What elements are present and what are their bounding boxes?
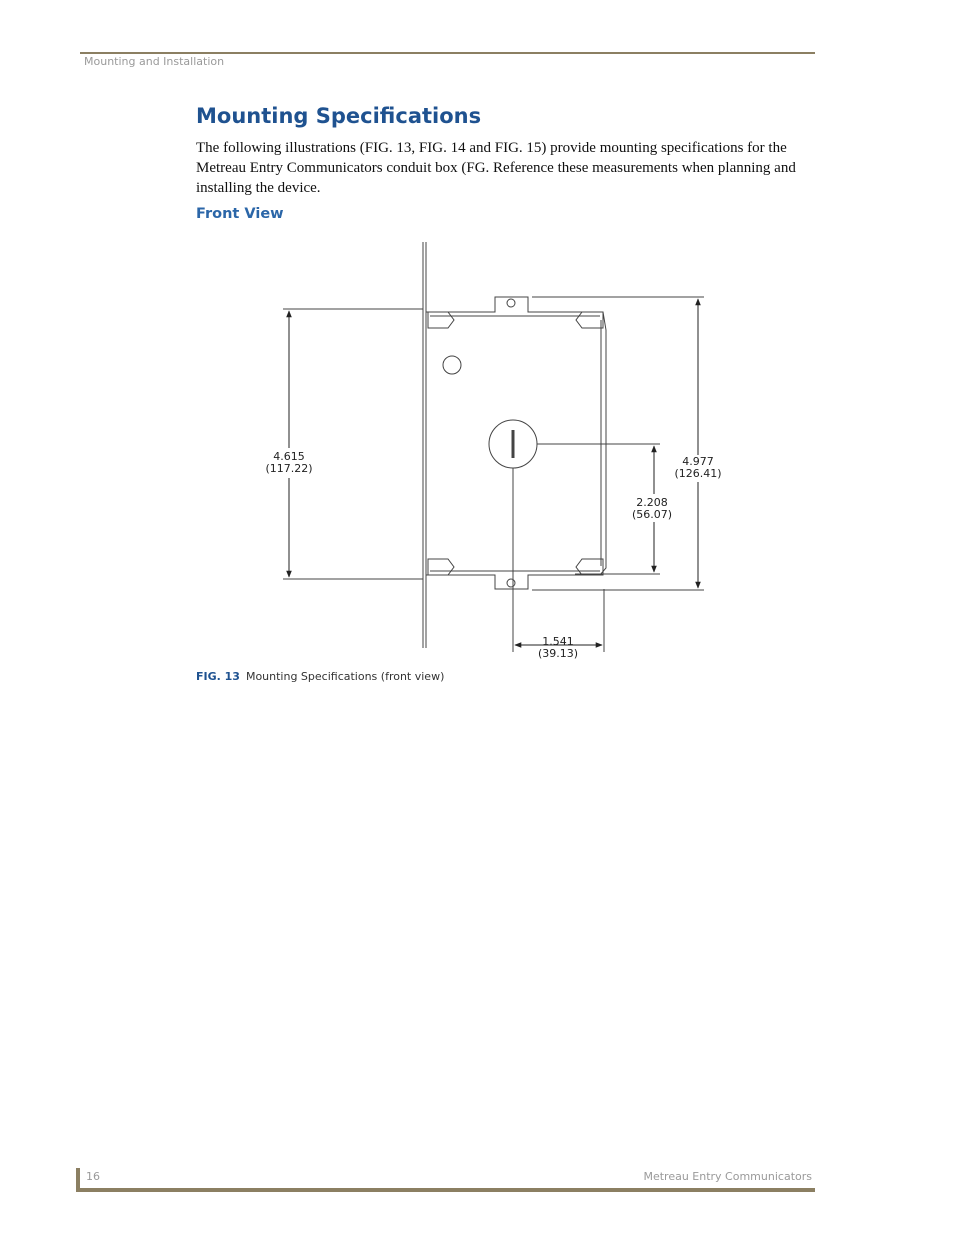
intro-paragraph: The following illustrations (FIG. 13, FIG. 14 and FIG. 15) provide mounting specifications for the Metreau Entry Communicators conduit box (FG. Reference these measurements when planning and installing the device.	[196, 140, 796, 196]
dim-knockout-inches: 2.208	[636, 496, 668, 509]
footer-rule	[76, 1188, 815, 1192]
dim-right-height-mm: (126.41)	[674, 467, 722, 480]
dim-bottom-width-mm: (39.13)	[537, 647, 579, 660]
section-heading-front-view: Front View	[196, 206, 284, 222]
figure-caption	[196, 670, 444, 683]
corner-tab-bottom-left	[428, 559, 454, 575]
corner-tab-top-left	[428, 312, 454, 328]
conduit-box-outline	[426, 297, 606, 589]
dim-left-height-inches: 4.615	[273, 450, 305, 463]
dim-left-height-mm: (117.22)	[265, 462, 313, 475]
figure-caption-label: FIG. 13	[196, 670, 240, 683]
top-ear-hole	[507, 299, 515, 307]
figure-caption-text: Mounting Specifications (front view)	[245, 670, 445, 683]
page-number: 16	[86, 1170, 100, 1183]
bottom-ear-hole	[507, 579, 515, 587]
dim-right-height-inches: 4.977	[682, 455, 714, 468]
corner-tab-top-right	[576, 312, 603, 328]
page-title: Mounting Specifications	[196, 104, 482, 128]
running-head: Mounting and Installation	[84, 55, 225, 68]
corner-tab-bottom-right	[576, 559, 603, 575]
dim-bottom-width-inches: 1.541	[542, 635, 574, 648]
dim-knockout-mm: (56.07)	[631, 508, 673, 521]
footer-title: Metreau Entry Communicators	[643, 1170, 812, 1183]
small-knockout	[443, 356, 461, 374]
